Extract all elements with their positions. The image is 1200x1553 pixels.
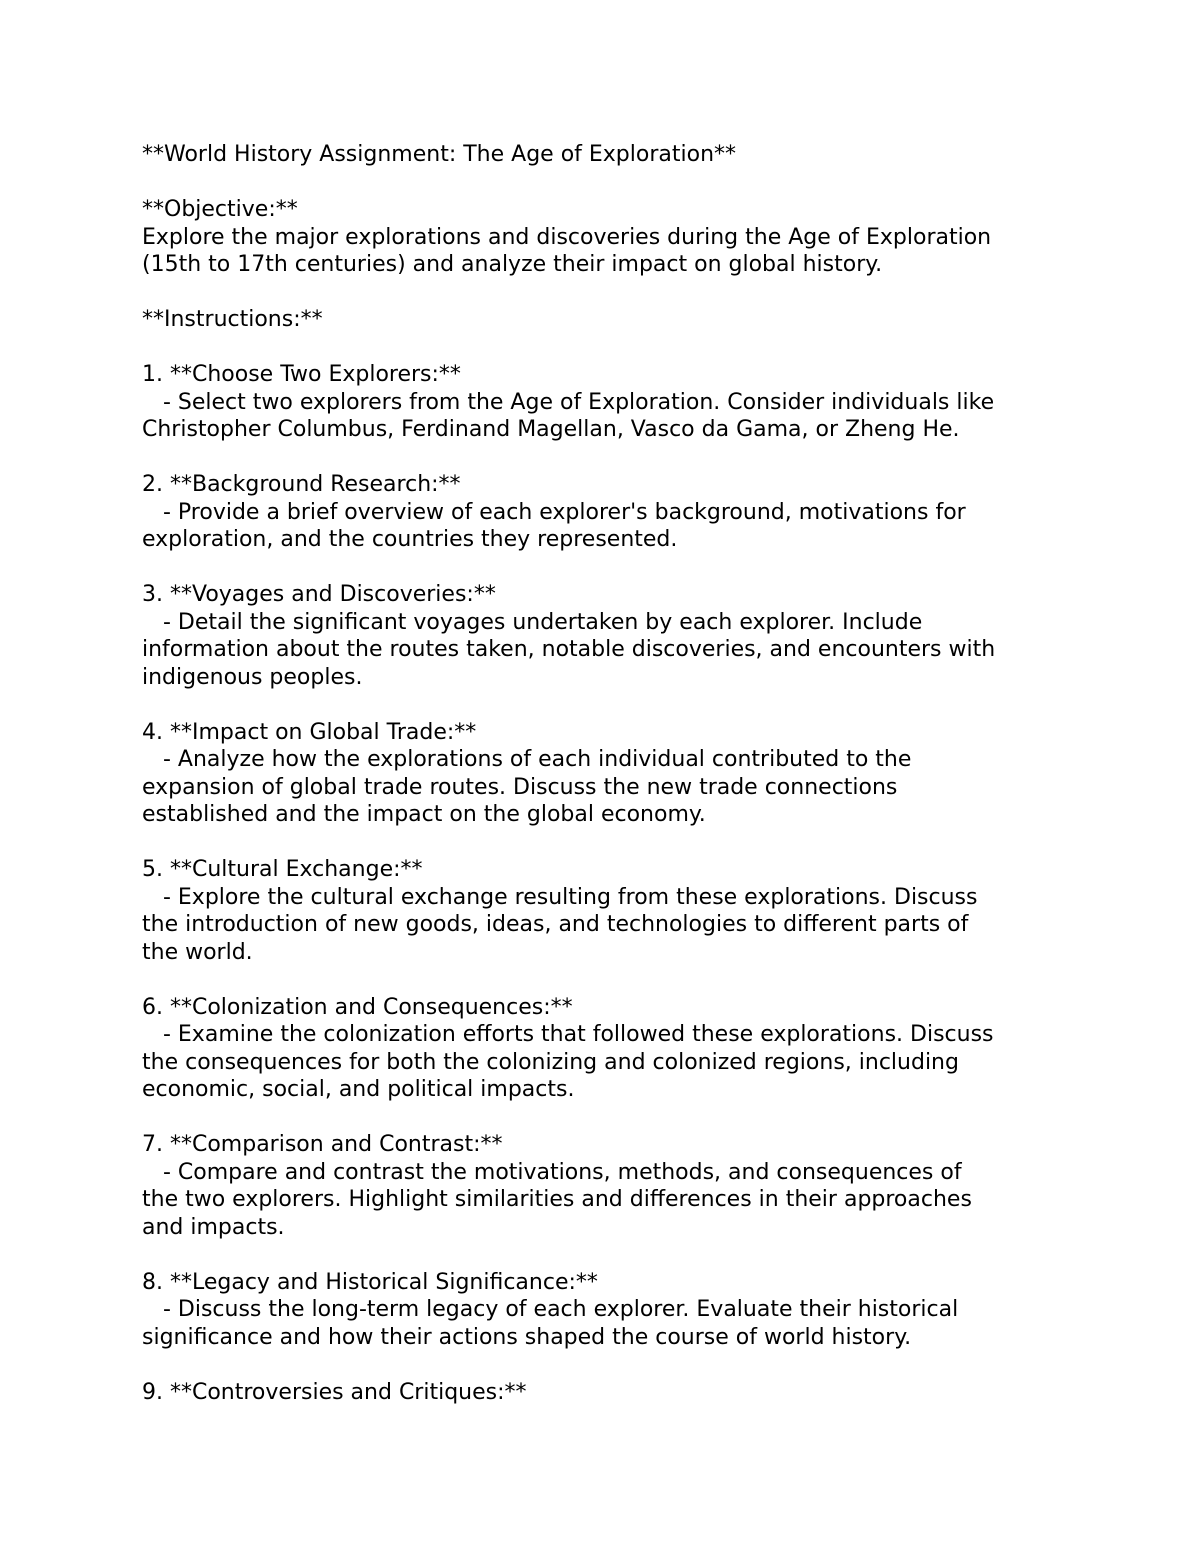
document-title: **World History Assignment: The Age of Exploration** (142, 142, 737, 167)
instruction-item-5 (142, 856, 1082, 966)
instruction-item-6 (142, 994, 1082, 1104)
instruction-text-line: and impacts. (142, 1214, 285, 1240)
spacer (142, 334, 1082, 362)
instruction-item-1 (142, 361, 1082, 444)
instruction-text-line: - Compare and contrast the motivations, methods, and consequences of (142, 1159, 962, 1185)
instruction-text-line: Christopher Columbus, Ferdinand Magellan, Vasco da Gama, or Zheng He. (142, 417, 960, 442)
instruction-text-line: expansion of global trade routes. Discuss the new trade connections (142, 774, 898, 800)
instruction-text-line: exploration, and the countries they represented. (142, 527, 678, 552)
spacer (142, 279, 1082, 307)
spacer (142, 691, 1082, 719)
instruction-heading: 4. **Impact on Global Trade:** (142, 719, 477, 745)
instruction-text-line: - Detail the significant voyages undertaken by each explorer. Include (142, 609, 923, 635)
instruction-text-line: indigenous peoples. (142, 664, 363, 690)
instruction-item-8 (142, 1269, 1082, 1352)
instruction-heading: 9. **Controversies and Critiques:** (142, 1379, 527, 1405)
instruction-heading: 8. **Legacy and Historical Significance:** (142, 1269, 598, 1295)
instruction-text-line: the two explorers. Highlight similarities and differences in their approaches (142, 1187, 972, 1212)
objective-heading: **Objective:** (142, 197, 298, 222)
instruction-text-line: - Analyze how the explorations of each individual contributed to the (142, 747, 912, 772)
spacer (142, 966, 1082, 994)
instruction-text-line: economic, social, and political impacts. (142, 1077, 575, 1102)
instruction-item-3 (142, 581, 1082, 691)
instruction-text-line: - Explore the cultural exchange resulting from these explorations. Discuss (142, 884, 978, 910)
instruction-heading: 3. **Voyages and Discoveries:** (142, 582, 496, 607)
instruction-heading: 5. **Cultural Exchange:** (142, 857, 423, 882)
instruction-item-4 (142, 719, 1082, 829)
instruction-item-9 (142, 1379, 1082, 1407)
instruction-text-line: - Examine the colonization efforts that followed these explorations. Discuss (142, 1022, 994, 1047)
instruction-item-2 (142, 471, 1082, 554)
instruction-text-line: information about the routes taken, notable discoveries, and encounters with (142, 637, 996, 662)
instruction-heading: 1. **Choose Two Explorers:** (142, 362, 461, 387)
instruction-item-7 (142, 1131, 1082, 1241)
instruction-text-line: significance and how their actions shaped the course of world history. (142, 1324, 912, 1350)
instruction-text-line: the introduction of new goods, ideas, and technologies to different parts of (142, 912, 969, 937)
instruction-heading: 7. **Comparison and Contrast:** (142, 1132, 503, 1157)
spacer (142, 169, 1082, 197)
instructions-heading: **Instructions:** (142, 307, 323, 332)
spacer (142, 1351, 1082, 1379)
document-body (142, 141, 1082, 1406)
objective-text-line: Explore the major explorations and discoveries during the Age of Exploration (142, 224, 992, 250)
spacer (142, 444, 1082, 472)
instruction-heading: 2. **Background Research:** (142, 472, 461, 497)
instruction-text-line: the world. (142, 939, 253, 965)
spacer (142, 829, 1082, 857)
objective-text-line: (15th to 17th centuries) and analyze their impact on global history. (142, 252, 883, 277)
instruction-text-line: the consequences for both the colonizing and colonized regions, including (142, 1049, 959, 1075)
instruction-text-line: established and the impact on the global economy. (142, 802, 706, 827)
spacer (142, 1241, 1082, 1269)
instruction-text-line: - Select two explorers from the Age of Exploration. Consider individuals like (142, 389, 995, 415)
instruction-heading: 6. **Colonization and Consequences:** (142, 994, 573, 1020)
instruction-text-line: - Provide a brief overview of each explorer's background, motivations for (142, 499, 966, 525)
instruction-text-line: - Discuss the long-term legacy of each explorer. Evaluate their historical (142, 1297, 959, 1322)
spacer (142, 554, 1082, 582)
spacer (142, 1104, 1082, 1132)
